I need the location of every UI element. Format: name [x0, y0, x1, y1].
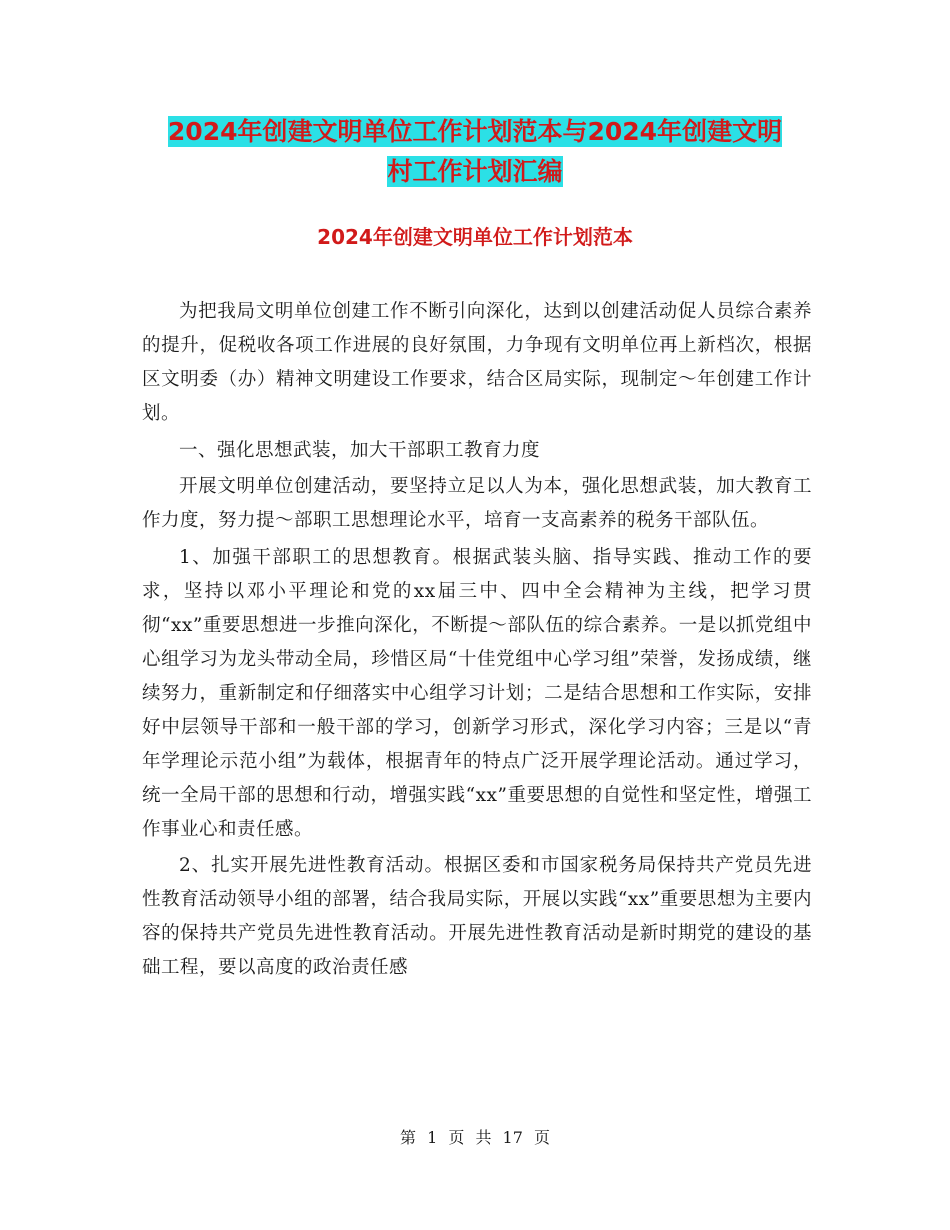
paragraph-section-1-intro: 开展文明单位创建活动，要坚持立足以人为本，强化思想武装，加大教育工作力度，努力提～部职工思想理论水平，培育一支高素养的税务干部队伍。	[142, 476, 812, 531]
page-number-footer: 第 1 页 共 17 页	[400, 1128, 550, 1147]
document-title-line-1: 2024年创建文明单位工作计划范本与2024年创建文明	[167, 117, 783, 146]
paragraph-item-2: 2、扎实开展先进性教育活动。根据区委和市国家税务局保持共产党员先进性教育活动领导小组的部署，结合我局实际，开展以实践“xx”重要思想为主要内容的保持共产党员先进性教育活动。开展先进性教育活动是新时期党的建设的基础工程，要以高度的政治责任感	[142, 855, 812, 978]
section-title: 2024年创建文明单位工作计划范本	[317, 225, 633, 249]
paragraph-heading-1: 一、强化思想武装，加大干部职工教育力度	[179, 439, 541, 461]
document-body	[142, 295, 812, 988]
paragraph-item-1: 1、加强干部职工的思想教育。根据武装头脑、指导实践、推动工作的要求，坚持以邓小平理论和党的xx届三中、四中全会精神为主线，把学习贯彻“xx”重要思想进一步推向深化，不断提～部队伍的综合素养。一是以抓党组中心组学习为龙头带动全局，珍惜区局“十佳党组中心学习组”荣誉，发扬成绩，继续努力，重新制定和仔细落实中心组学习计划；二是结合思想和工作实际，安排好中层领导干部和一般干部的学习，创新学习形式，深化学习内容；三是以“青年学理论示范小组”为载体，根据青年的特点广泛开展学理论活动。通过学习，统一全局干部的思想和行动，增强实践“xx”重要思想的自觉性和坚定性，增强工作事业心和责任感。	[142, 546, 812, 840]
document-title-line-2: 村工作计划汇编	[387, 157, 563, 186]
paragraph-intro: 为把我局文明单位创建工作不断引向深化，达到以创建活动促人员综合素养的提升，促税收各项工作进展的良好氛围，力争现有文明单位再上新档次，根据区文明委（办）精神文明建设工作要求，结合区局实际，现制定～年创建工作计划。	[142, 301, 812, 424]
document-title	[0, 112, 950, 192]
